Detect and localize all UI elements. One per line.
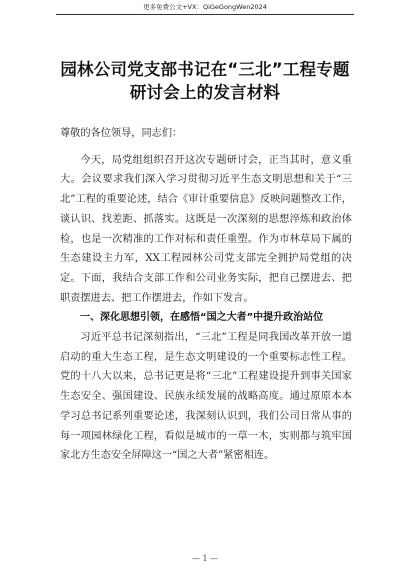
page-number: — 1 — — [191, 554, 219, 563]
section-heading: 一、深化思想引领，在感悟“国之大者”中提升政治站位 — [80, 312, 324, 324]
document-body — [60, 124, 352, 466]
body-paragraph: 今天，局党组组织召开这次专题研讨会，正当其时，意义重大。会议要求我们深入学习贯彻习近平生态文明思想和关于“三北”工程的重要论述，结合《审计重要信息》反映问题整改工作，谈认识、找差距、抓落实。这既是一次深刻的思想淬炼和政治体检，也是一次精准的工作对标和责任重塑。作为市林草局下属的生态建设主力军，XX工程园林公司党支部完全拥护局党组的决定。下面，我结合支部工作和公司业务实际，把自己摆进去、把职责摆进去、把工作摆进去，作如下发言。 — [60, 154, 352, 304]
title-line-1: 园林公司党支部书记在“三北”工程专题 — [60, 60, 350, 79]
section-paragraph: 习近平总书记深刻指出，“三北”工程是同我国改革开放一道启动的重大生态工程，是生态文明建设的一个重要标志性工程。党的十八大以来，总书记更是将“三北”工程建设提升到事关国家生态安全、强国建设、民族永续发展的战略高度。通过原原本本学习总书记系列重要论述，我深刻认识到，我们公司日常从事的每一项园林绿化工程，看似是城市的一草一木，实则都与筑牢国家北方生态安全屏障这一“国之大者”紧密相连。 — [60, 332, 352, 462]
document-title — [40, 58, 370, 104]
title-line-2: 研讨会上的发言材料 — [129, 83, 281, 102]
header-divider — [56, 14, 354, 15]
salutation: 尊敬的各位领导，同志们： — [60, 128, 183, 139]
header-note: 更多免费公文+VX：QiGeGongWen2024 — [143, 3, 267, 11]
